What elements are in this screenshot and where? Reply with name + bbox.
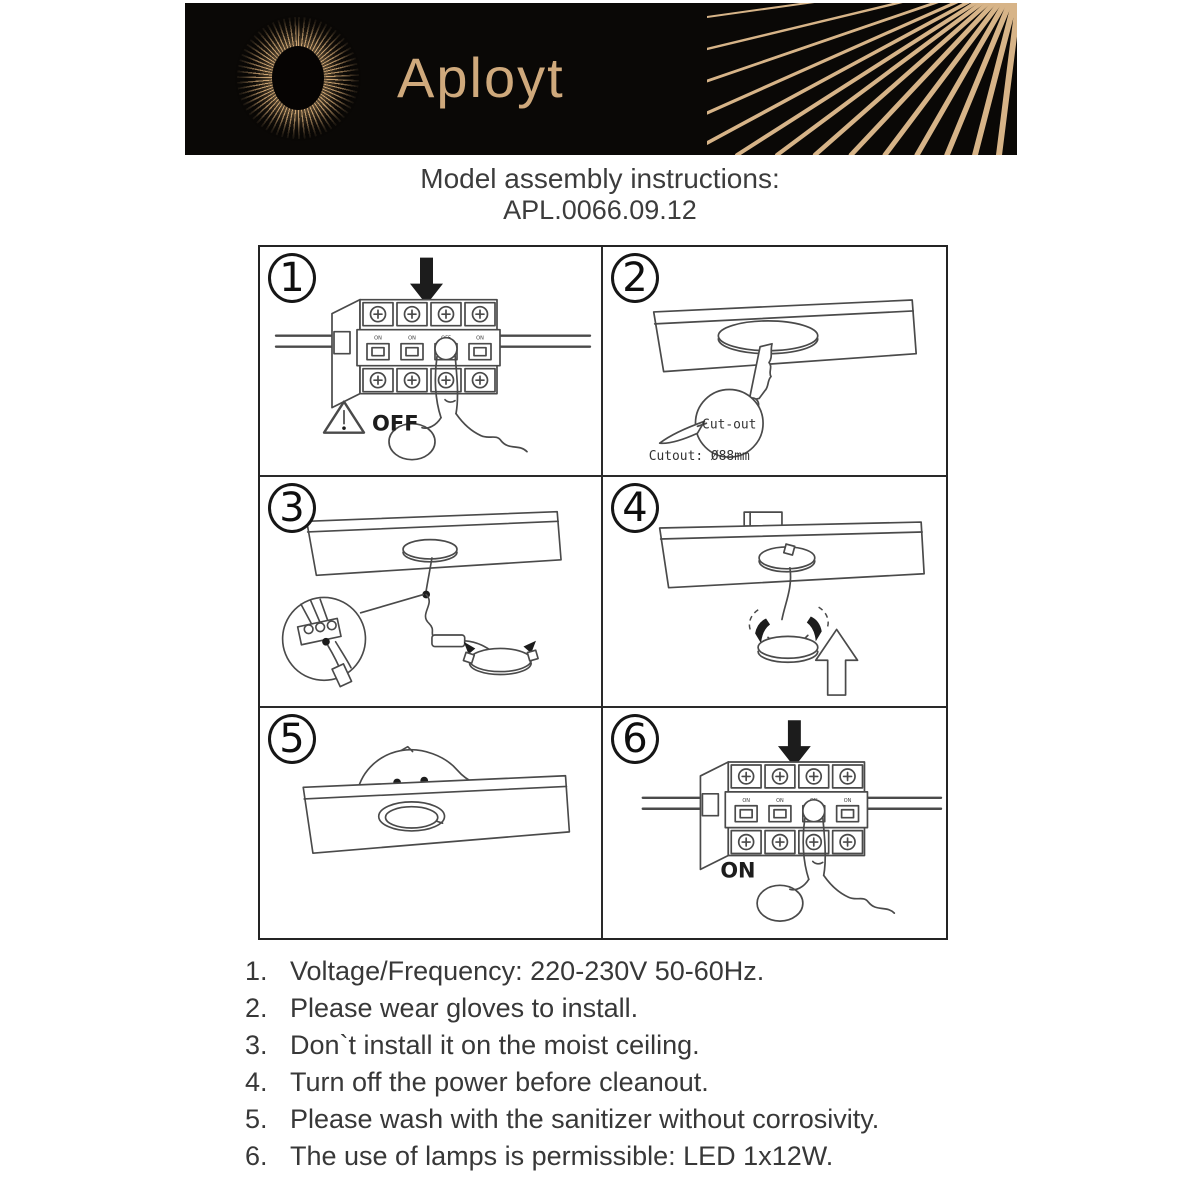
note-text: The use of lamps is permissible: LED 1x12W. [290, 1141, 834, 1171]
list-item [245, 1138, 985, 1175]
list-item [245, 1027, 985, 1064]
step-3-panel [260, 477, 603, 707]
step-number-badge: 2 [611, 253, 659, 303]
note-text: Please wear gloves to install. [290, 993, 639, 1023]
svg-text:ON: ON [843, 797, 852, 804]
safety-notes-list [245, 953, 985, 1175]
power-off-label: OFF [372, 411, 419, 436]
assembly-steps-grid [258, 245, 948, 940]
note-text: Please wash with the sanitizer without corrosivity. [290, 1104, 880, 1134]
step-number-badge: 1 [268, 253, 316, 303]
title-block [0, 162, 1200, 226]
banner-rays-decoration [707, 3, 1017, 155]
note-number: 3. [245, 1030, 268, 1060]
step-1-panel [260, 247, 603, 477]
brand-wordmark: Aployt [397, 46, 565, 109]
note-number: 1. [245, 956, 268, 986]
note-text: Voltage/Frequency: 220-230V 50-60Hz. [290, 956, 765, 986]
list-item [245, 1101, 985, 1138]
cutout-magnifier-label: Cut-out [702, 417, 757, 433]
step-number-badge: 4 [611, 483, 659, 533]
step-number-badge: 3 [268, 483, 316, 533]
svg-text:ON: ON [374, 335, 382, 342]
note-number: 5. [245, 1104, 268, 1134]
svg-text:ON: ON [776, 797, 784, 804]
page-title: Model assembly instructions: [420, 163, 780, 194]
note-text: Don`t install it on the moist ceiling. [290, 1030, 700, 1060]
power-on-label: ON [720, 858, 756, 883]
brand-banner [185, 3, 1017, 155]
note-number: 4. [245, 1067, 268, 1097]
svg-text:ON: ON [476, 335, 484, 342]
step-6-panel [603, 708, 946, 938]
step-5-panel [260, 708, 603, 938]
note-number: 2. [245, 993, 268, 1023]
note-text: Turn off the power before cleanout. [290, 1067, 709, 1097]
list-item [245, 953, 985, 990]
step-4-panel [603, 477, 946, 707]
step-number-badge: 6 [611, 714, 659, 764]
svg-text:ON: ON [742, 797, 750, 804]
step-2-panel [603, 247, 946, 477]
cutout-dimension-label: Cutout: Ø88mm [648, 449, 750, 465]
list-item [245, 990, 985, 1027]
model-number: APL.0066.09.12 [503, 195, 697, 225]
list-item [245, 1064, 985, 1101]
step-number-badge: 5 [268, 714, 316, 764]
svg-text:ON: ON [408, 335, 416, 342]
brand-logo-starburst-icon [237, 17, 359, 139]
note-number: 6. [245, 1141, 268, 1171]
